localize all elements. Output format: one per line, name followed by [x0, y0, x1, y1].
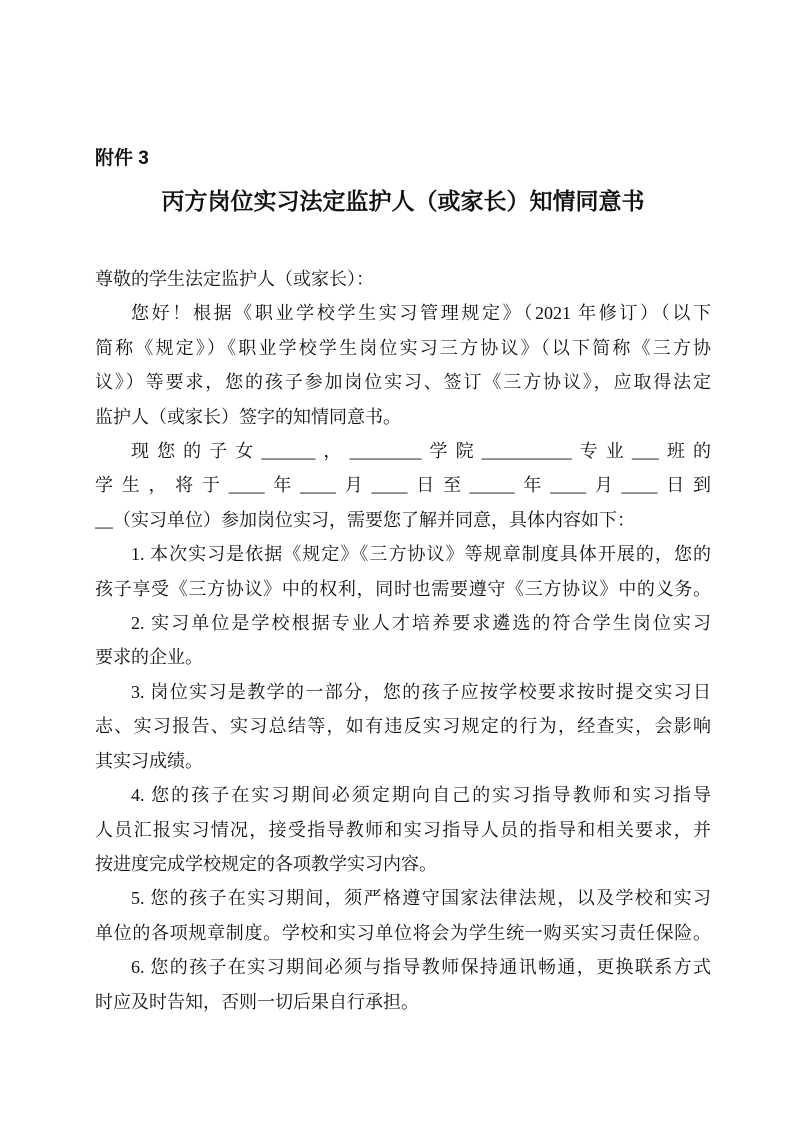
- intro-line: 监护人（或家长）签字的知情同意书。: [95, 406, 401, 427]
- item-3-line: 志、实习报告、实习总结等，如有违反实习规定的行为，经查实，会影响: [95, 716, 711, 737]
- student-info-line: 现您的子女______，________学院__________专业___班的: [131, 441, 711, 462]
- item-4-line: 4. 您的孩子在实习期间必须定期向自己的实习指导教师和实习指导: [131, 785, 711, 806]
- intro-line: 议》）等要求，您的孩子参加岗位实习、签订《三方协议》，应取得法定: [95, 372, 711, 393]
- student-info-line: 学生，将于____年____月____日至_____年____月____日到: [95, 475, 711, 496]
- item-3-line: 3. 岗位实习是教学的一部分，您的孩子应按学校要求按时提交实习日: [131, 681, 711, 702]
- document-title: 丙方岗位实习法定监护人（或家长）知情同意书: [161, 189, 645, 214]
- item-5-line: 5. 您的孩子在实习期间，须严格遵守国家法律法规，以及学校和实习: [131, 888, 711, 909]
- student-info-line: __（实习单位）参加岗位实习，需要您了解并同意，具体内容如下：: [95, 509, 635, 530]
- document-content: [95, 146, 711, 1019]
- item-2-line: 要求的企业。: [95, 647, 203, 668]
- item-2-line: 2. 实习单位是学校根据专业人才培养要求遴选的符合学生岗位实习: [131, 613, 711, 634]
- item-5-line: 单位的各项规章制度。学校和实习单位将会为学生统一购买实习责任保险。: [95, 922, 711, 943]
- item-3-line: 其实习成绩。: [95, 750, 203, 771]
- item-6-line: 6. 您的孩子在实习期间必须与指导教师保持通讯畅通，更换联系方式: [131, 957, 711, 978]
- salutation-line: 尊敬的学生法定监护人（或家长）：: [95, 269, 374, 289]
- attachment-label: 附件 3: [95, 148, 149, 169]
- item-4-line: 按进度完成学校规定的各项教学实习内容。: [95, 853, 437, 874]
- item-4-line: 人员汇报实习情况，接受指导教师和实习指导人员的指导和相关要求，并: [95, 819, 711, 840]
- intro-line: 简称《规定》）《职业学校学生岗位实习三方协议》（以下简称《三方协: [95, 337, 711, 358]
- document-body: [95, 262, 711, 1019]
- item-6-line: 时应及时告知，否则一切后果自行承担。: [95, 991, 419, 1012]
- item-1-line: 1. 本次实习是依据《规定》《三方协议》等规章制度具体开展的，您的: [131, 544, 711, 565]
- intro-line: 您好！根据《职业学校学生实习管理规定》（2021 年修订）（以下: [131, 303, 711, 324]
- item-1-line: 孩子享受《三方协议》中的权利，同时也需要遵守《三方协议》中的义务。: [95, 578, 711, 599]
